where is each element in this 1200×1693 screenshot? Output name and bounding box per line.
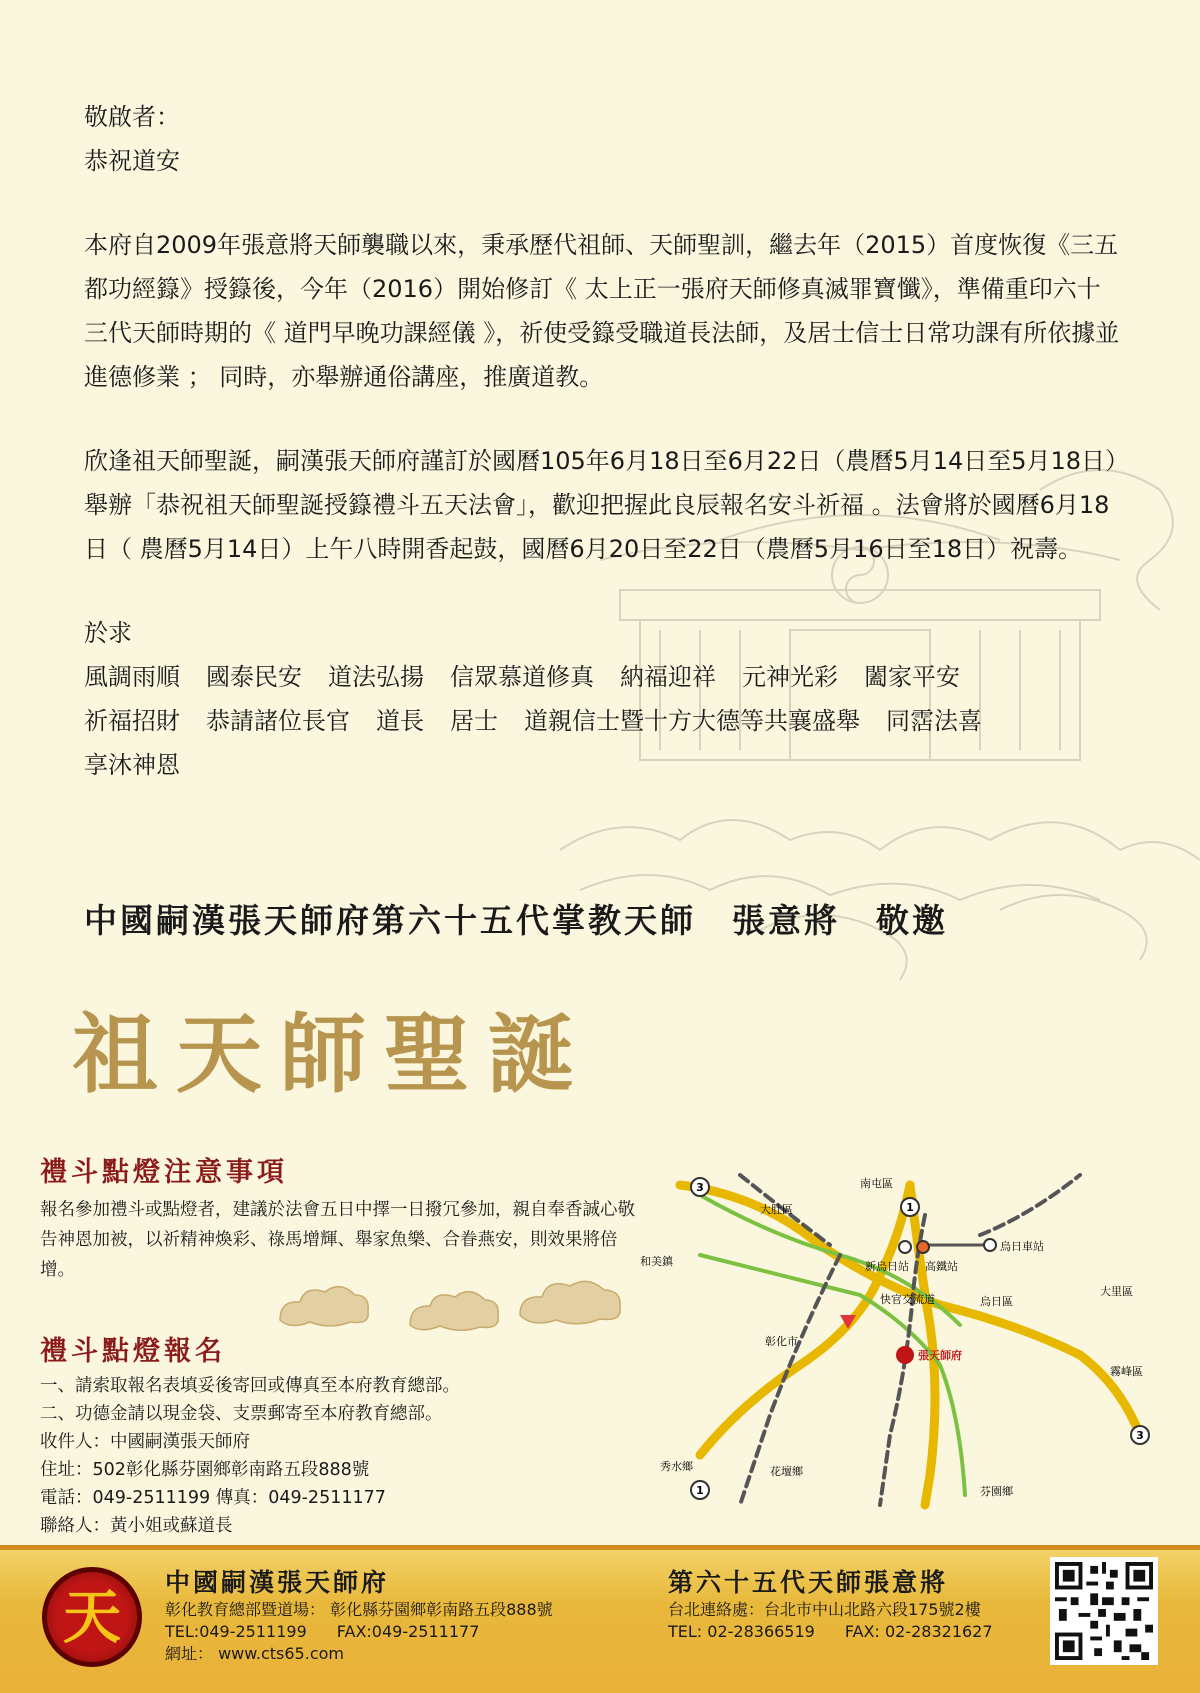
registration-title: 禮斗點燈報名 bbox=[40, 1336, 226, 1367]
registration-list bbox=[40, 1372, 640, 1568]
map-label: 花壇鄉 bbox=[770, 1465, 803, 1478]
map-label: 高鐵站 bbox=[925, 1260, 958, 1273]
footer-contact bbox=[165, 1621, 553, 1643]
wishes-line-1 bbox=[84, 655, 1124, 699]
wish: 道法弘揚 bbox=[328, 663, 424, 691]
destination-icon bbox=[896, 1346, 914, 1364]
big-title: 祖天師聖誕 bbox=[72, 1004, 592, 1105]
qr-code-icon[interactable] bbox=[1050, 1557, 1158, 1665]
wishes-line-3: 享沐神恩 bbox=[84, 751, 180, 779]
wish: 風調雨順 bbox=[84, 663, 180, 691]
wish: 道親信士暨十方大德等共襄盛舉 bbox=[524, 707, 860, 735]
footer-tel: TEL:049-2511199 bbox=[165, 1622, 307, 1641]
map-label: 秀水鄉 bbox=[660, 1460, 693, 1473]
cloud-decoration bbox=[270, 1270, 650, 1340]
route-marker: 3 bbox=[1136, 1429, 1144, 1442]
logo-mark: 天 bbox=[62, 1583, 121, 1651]
registration-line: 電話：049-2511199 傳真：049-2511177 bbox=[40, 1488, 386, 1508]
map-label: 快官交流道 bbox=[880, 1293, 935, 1306]
notice-body: 報名參加禮斗或點燈者，建議於法會五日中擇一日撥冗參加，親自奉香誠心敬告神恩加被，以祈精神煥彩、祿馬增輝、舉家魚樂、合眷燕安，則效果將倍增。 bbox=[40, 1200, 635, 1280]
footer-fax: FAX: 02-28321627 bbox=[844, 1622, 993, 1641]
paragraph-2: 欣逢祖天師聖誕，嗣漢張天師府謹訂於國曆105年6月18日至6月22日（農曆5月14日至5月18日）舉辦「恭祝祖天師聖誕授籙禮斗五天法會」，歡迎把握此良辰報名安斗祈福 。法會將於國曆6月18日（ 農曆5月14日）上午八時開香起鼓，國曆6月20日至22日（農曆5月16日至18日）祝壽。 bbox=[84, 447, 1118, 563]
footer-master: 第六十五代天師張意將 bbox=[668, 1568, 949, 1597]
footer-org-name: 中國嗣漢張天師府 bbox=[165, 1568, 390, 1597]
signature bbox=[84, 895, 984, 942]
location-map bbox=[640, 1175, 1150, 1515]
registration-line: 二、功德金請以現金袋、支票郵寄至本府教育總部。 bbox=[40, 1404, 443, 1424]
signature-org: 中國嗣漢張天師府第六十五代掌教天師 bbox=[84, 901, 696, 940]
registration-line: 收件人：中國嗣漢張天師府 bbox=[40, 1432, 250, 1452]
wish: 同霑法喜 bbox=[886, 707, 982, 735]
wish: 居士 bbox=[450, 707, 498, 735]
registration-line: 一、請索取報名表填妥後寄回或傳真至本府教育總部。 bbox=[40, 1376, 460, 1396]
route-marker: 1 bbox=[906, 1201, 914, 1214]
notice-title: 禮斗點燈注意事項 bbox=[40, 1157, 288, 1188]
wish-intro: 於求 bbox=[84, 619, 132, 647]
wishes-line-2 bbox=[84, 699, 1124, 743]
route-marker: 3 bbox=[696, 1181, 704, 1194]
wish: 恭請諸位長官 bbox=[206, 707, 350, 735]
wish: 祈福招財 bbox=[84, 707, 180, 735]
footer-taipei: 台北連絡處：台北市中山北路六段175號2樓 bbox=[668, 1600, 981, 1619]
wish: 國泰民安 bbox=[206, 663, 302, 691]
greeting: 恭祝道安 bbox=[84, 147, 180, 175]
wish: 信眾慕道修真 bbox=[450, 663, 594, 691]
salutation: 敬啟者： bbox=[84, 103, 180, 131]
footer-right bbox=[668, 1563, 1023, 1643]
footer-fax: FAX:049-2511177 bbox=[336, 1622, 480, 1641]
map-label: 大里區 bbox=[1100, 1285, 1133, 1298]
station-marker bbox=[917, 1241, 929, 1253]
map-label: 芬園鄉 bbox=[980, 1485, 1013, 1498]
footer-website[interactable]: 網址： www.cts65.com bbox=[165, 1644, 344, 1663]
map-label: 大肚區 bbox=[760, 1203, 793, 1216]
letter-body bbox=[84, 95, 1124, 787]
wish: 元神光彩 bbox=[742, 663, 838, 691]
wish: 闔家平安 bbox=[864, 663, 960, 691]
map-label: 彰化市 bbox=[765, 1335, 798, 1348]
notice-section bbox=[40, 1150, 640, 1568]
map-label: 新烏日站 bbox=[865, 1260, 909, 1273]
destination-label: 張天師府 bbox=[918, 1349, 962, 1362]
logo bbox=[42, 1567, 142, 1667]
map-label: 烏日區 bbox=[980, 1295, 1013, 1308]
wish: 納福迎祥 bbox=[620, 663, 716, 691]
footer-left bbox=[165, 1563, 553, 1665]
route-marker: 1 bbox=[696, 1484, 704, 1497]
map-label: 南屯區 bbox=[860, 1177, 893, 1190]
registration-line: 住址：502彰化縣芬園鄉彰南路五段888號 bbox=[40, 1460, 370, 1480]
registration-line: 聯絡人：黃小姐或蘇道長 bbox=[40, 1516, 233, 1536]
footer-hq: 彰化教育總部暨道場： 彰化縣芬園鄉彰南路五段888號 bbox=[165, 1600, 553, 1619]
footer bbox=[0, 1545, 1200, 1693]
footer-tel: TEL: 02-28366519 bbox=[668, 1622, 815, 1641]
map-label: 烏日車站 bbox=[1000, 1240, 1044, 1253]
map-label: 和美鎮 bbox=[640, 1255, 673, 1268]
signature-invite: 敬邀 bbox=[876, 901, 948, 940]
station-marker bbox=[899, 1241, 911, 1253]
wish: 道長 bbox=[376, 707, 424, 735]
footer-contact bbox=[668, 1621, 1023, 1643]
paragraph-1: 本府自2009年張意將天師襲職以來，秉承歷代祖師、天師聖訓，繼去年（2015）首度恢復《三五都功經籙》授籙後，今年（2016）開始修訂《 太上正一張府天師修真滅罪寶懺》，準備重印六十三代天師時期的《 道門早晚功課經儀 》，祈使受籙受職道長法師，及居士信士日常功課有所依據並進德修業 ； 同時，亦舉辦通俗講座，推廣道教。 bbox=[84, 231, 1120, 391]
signature-name: 張意將 bbox=[732, 901, 840, 940]
map-label: 霧峰區 bbox=[1110, 1365, 1143, 1378]
station-marker bbox=[984, 1239, 996, 1251]
